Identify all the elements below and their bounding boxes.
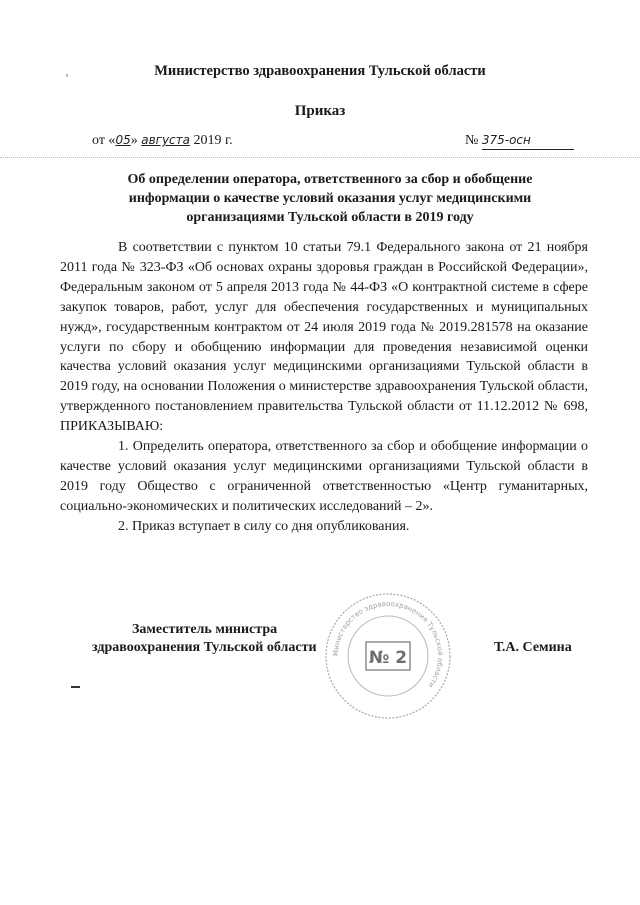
- stamp-center-text: № 2: [368, 648, 408, 668]
- date-mid: »: [130, 133, 138, 148]
- item-1-paragraph: 1. Определить оператора, ответственного за сбор и обобщение информации о качестве условий оказания услуг медицинскими организациями Тульской области в 2019 году Общество с ограниченной ответственностью «Центр гуманитарных, социально-экономических и политических исследований – 2».: [60, 439, 588, 514]
- signatory-name: Т.А. Семина: [494, 640, 572, 655]
- preamble-paragraph: В соответствии с пунктом 10 статьи 79.1 Федерального закона от 21 ноября 2011 года № 323-ФЗ «Об основах охраны здоровья граждан в Российской Федерации», Федеральным законом от 5 апреля 2013 года № 44-ФЗ «О контрактной системе в сфере закупок товаров, работ, услуг для обеспечения государственных и муниципальных нужд», государственным контрактом от 24 июля 2019 года № 2019.281578 на оказание услуги по сбору и обобщению информации для проведения независимой оценки качества условий оказания услуг медицинскими организациями Тульской области в 2019 году, на основании Положения о министерстве здравоохранения Тульской области, утвержденного постановлением правительства Тульской области от 11.12.2012 № 698, ПРИКАЗЫВАЮ:: [60, 240, 588, 435]
- number-prefix: №: [465, 133, 479, 148]
- scan-mark: [71, 686, 80, 688]
- signatory-title-line2: здравоохранения Тульской области: [92, 640, 317, 655]
- official-stamp: [322, 590, 454, 722]
- stamp-ring-text: Министерство здравоохранения Тульской области: [331, 599, 445, 690]
- document-type: Приказ: [294, 103, 346, 119]
- item-2-paragraph: 2. Приказ вступает в силу со дня опубликования.: [118, 518, 410, 534]
- order-date: [92, 133, 233, 149]
- order-subject: Об определении оператора, ответственного за сбор и обобщение информации о качестве условий оказания услуг медицинскими организациями Тульской области в 2019 году: [127, 172, 533, 225]
- date-prefix: от «: [92, 133, 116, 148]
- signatory-title-line1: Заместитель министра: [132, 622, 278, 637]
- svg-text:Министерство здравоохранения Т: [332, 600, 444, 689]
- ministry-name: Министерство здравоохранения Тульской области: [154, 63, 486, 79]
- date-day-handwritten: 05: [115, 133, 131, 147]
- order-body: [60, 238, 588, 537]
- number-handwritten: 375-осн: [481, 133, 531, 147]
- date-year: 2019 г.: [190, 133, 233, 148]
- scan-divider: [0, 157, 640, 158]
- order-number: [465, 133, 574, 150]
- date-month-handwritten: августа: [141, 133, 190, 147]
